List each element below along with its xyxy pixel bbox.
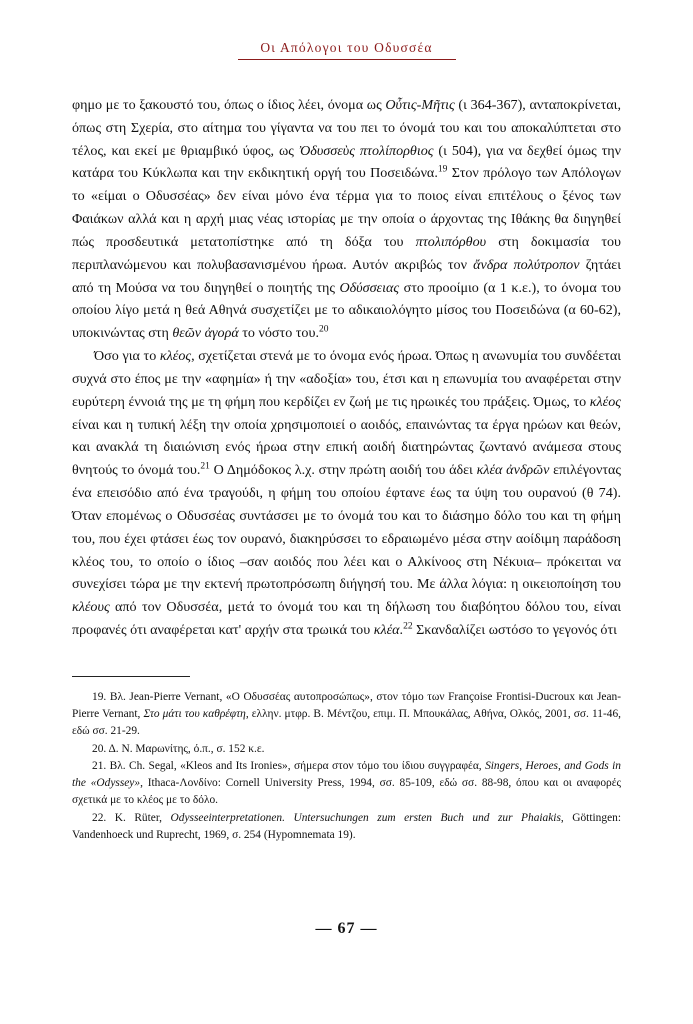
footnotes [72, 689, 621, 844]
running-head: Οι Απόλογοι του Οδυσσέα [238, 40, 456, 60]
footnote: 20. Δ. Ν. Μαρωνίτης, ό.π., σ. 152 κ.ε. [92, 742, 265, 755]
paragraph: φημο με το ξακουστό του, όπως ο ίδιος λέει, όνομα ως Οὖτις-Μῆτις (ι 364-367), ανταποκρίνεται, όπως στη Σχερία, στο αίτημα του γίγαντα να του πει το όνομά του και του αποκαλύπτεται στο τέλος, και εκεί με θριαμβικό ύφος, ως Ὀδυσσεὺς πτολίπορθιος (ι 504), για να δεχθεί όμως την κατάρα του Κύκλωπα και την εκδικητική οργή του Ποσειδώνα.$^{19}$ Στον πρόλογο των Απόλογων το «είμαι ο Οδυσσέας» δεν είναι μόνο ένα τέρμα για το ποιος είναι επιτέλους ο ξένος των Φαιάκων αλλά και η αρχή μιας νέας ιστορίας με την οποία ο άρχοντας της Ιθάκης θα διηγηθεί πώς προσδευτικά μετατοπίστηκε από τη δόξα του πτολιπόρθου στη δοκιμασία του περιπλανώμενου και πολυβασανισμένου ήρωα. Αυτόν ακριβώς τον ἄνδρα πολύτροπον ζητάει από τη Μούσα να του διηγηθεί ο ποιητής της Οδύσσειας στο προοίμιο (α 1 κ.ε.), το όνομα του οποίου λίγο μετά η θεά Αθηνά συσχετίζει με το αδικαιολόγητο μίσος του Ποσειδώνα (α 60-62), υποκινώντας στη θεῶν ἀγορά το νόστο του.$^{20}$ [72, 97, 622, 342]
body-text [72, 94, 621, 642]
page-number: — 67 — [315, 920, 378, 937]
footnote: 22. K. Rüter, Odysseeinterpretationen. Untersuchungen zum ersten Buch und zur Phaiakis, Göttingen: Vandenhoeck und Ruprecht, 1969, σ. 254 (Hypomnemata 19). [72, 812, 621, 841]
footnote: 21. Βλ. Ch. Segal, «Kleos and Its Ironies», σήμερα στον τόμο του ίδιου συγγραφέα, Singers, Heroes, and Gods in the «Odyssey», Ithaca-Λονδίνο: Cornell University Press, 1994, σσ. 85-109, εδώ σσ. 88-98, όπου και οι αναφορές σχετικά με το κλέος με το δόλο. [72, 760, 621, 807]
page-content [72, 40, 621, 845]
paragraph: Όσο για το κλέος, σχετίζεται στενά με το όνομα ενός ήρωα. Όπως η ανωνυμία του συνδέεται συχνά στο έπος με την «αφημία» ή την «αδοξία» του, έτσι και η επωνυμία του αναφέρεται στην ευρύτερη έννοιά της με τη φήμη που κερδίζει εν ζωή με τις ηρωικές του πράξεις. Όμως, το κλέος είναι και η τυπική λέξη την οποία χρησιμοποιεί ο αοιδός, επαινώντας τα έργα ηρώων και θεών, και ανακλά τη διαιώνιση ενός ήρωα στην επική αοιδή διατηρώντας ζωντανό ανάμεσα στους θνητούς το όνομά του.$^{21}$ Ο Δημόδοκος λ.χ. στην πρώτη αοιδή του άδει κλέα ἀνδρῶν επιλέγοντας ένα επεισόδιο από ένα τραγούδι, η φήμη του οποίου έφτανε έως τα ύψη του ουρανού (θ 74). Όταν επομένως ο Οδυσσέας συντάσσει με το όνομά του και το διάσημο δόλο του και τη φήμη του, που έχει φτάσει έως τον ουρανό, διακηρύσσει το εδραιωμένο μέσα στην αοίδιμη παράδοση κλέος του, το οποίο ο ίδιος –σαν αοιδός που λέει και ο Αλκίνοος στη Νέκυια– πρόκειται να συνεχίσει τώρα με την εκτενή πρωτοπρόσωπη διήγησή του. Με άλλα λόγια: η οικειοποίηση του κλέους από τον Οδυσσέα, μετά το όνομά του και τη δήλωση του διαβόητου δόλου του, είναι προφανές ότι αναφέρεται κατ' αρχήν στα τρωικά του κλέα.$^{22}$ Σκανδαλίζει ωστόσο το γεγονός ότι [72, 348, 621, 639]
footnote: 19. Βλ. Jean-Pierre Vernant, «Ο Οδυσσέας αυτοπροσώπως», στον τόμο των Françoise Frontisi-Ducroux και Jean-Pierre Vernant, Στο μάτι του καθρέφτη, ελλην. μτφρ. Β. Μέντζου, επιμ. Π. Μπουκάλας, Αθήνα, Ολκός, 2001, σσ. 11-46, εδώ σσ. 21-29. [72, 690, 621, 737]
footnote-separator [72, 676, 190, 677]
